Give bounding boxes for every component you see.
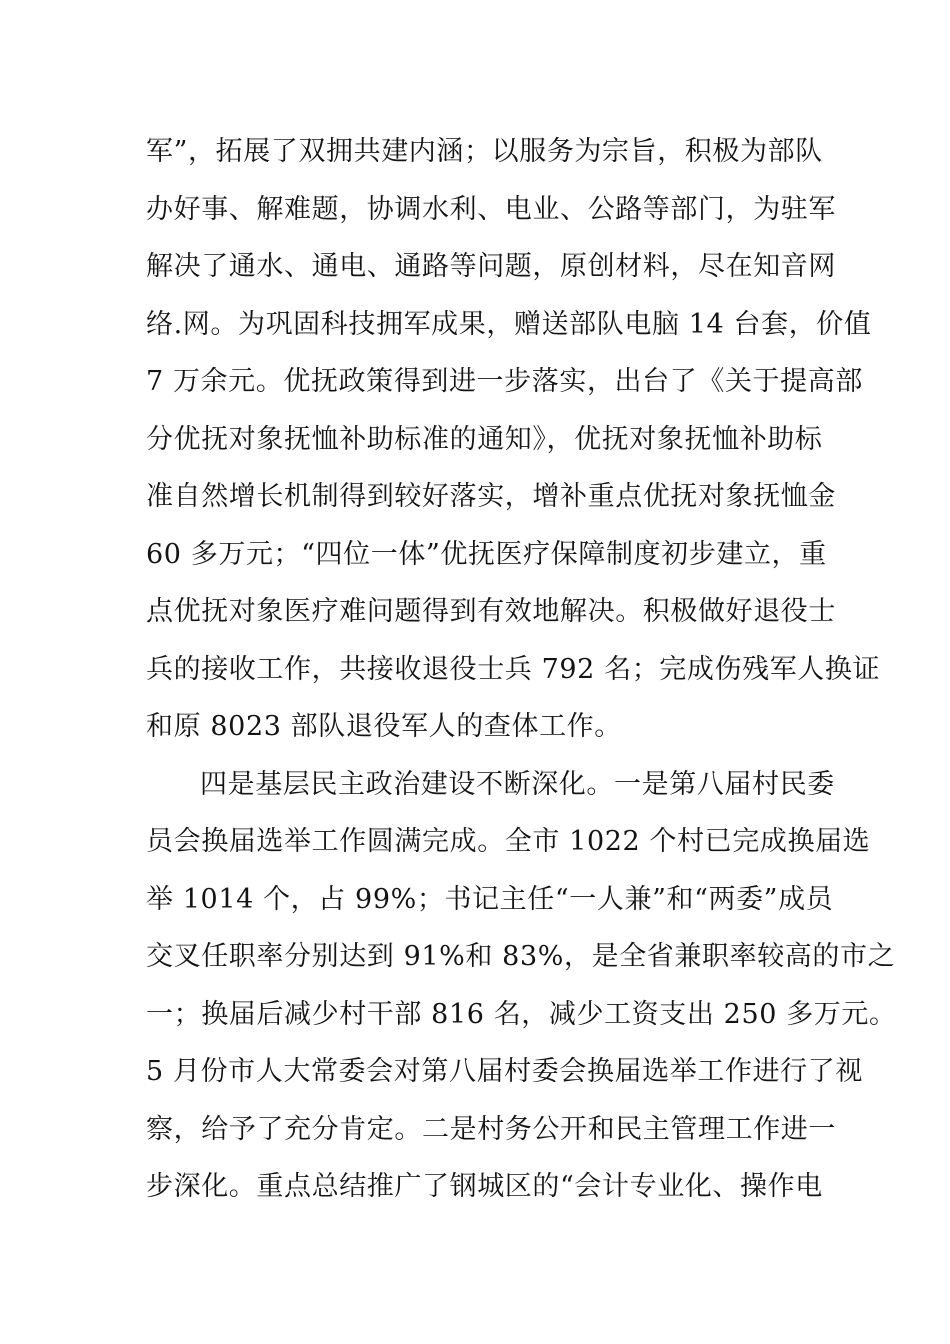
text-line-15: 交叉任职率分别达到 91%和 83%，是全省兼职率较高的市之	[146, 941, 896, 972]
text-line-5: 7 万余元。优抚政策得到进一步落实，出台了《关于提高部	[146, 366, 863, 397]
text-line-8: 60 多万元；“四位一体”优抚医疗保障制度初步建立，重	[146, 539, 827, 570]
text-line-14: 举 1014 个，占 99%；书记主任“一人兼”和“两委”成员	[146, 884, 834, 915]
text-line-10: 兵的接收工作，共接收退役士兵 792 名；完成伤残军人换证	[146, 654, 881, 685]
text-line-7: 准自然增长机制得到较好落实，增补重点优抚对象抚恤金	[146, 481, 836, 512]
text-line-2: 办好事、解难题，协调水利、电业、公路等部门，为驻军	[146, 194, 836, 225]
text-line-16: 一；换届后减少村干部 816 名，减少工资支出 250 多万元。	[146, 999, 897, 1030]
paragraph-start-line: 四是基层民主政治建设不断深化。一是第八届村民委	[200, 769, 835, 800]
text-line-19: 步深化。重点总结推广了钢城区的“会计专业化、操作电	[146, 1171, 823, 1202]
text-line-17: 5 月份市人大常委会对第八届村委会换届选举工作进行了视	[146, 1056, 863, 1087]
text-line-1: 军”，拓展了双拥共建内涵；以服务为宗旨，积极为部队	[146, 136, 823, 167]
text-line-3: 解决了通水、通电、通路等问题，原创材料，尽在知音网	[146, 251, 836, 282]
text-line-13: 员会换届选举工作圆满完成。全市 1022 个村已完成换届选	[146, 826, 871, 857]
text-line-4: 络.网。为巩固科技拥军成果，赠送部队电脑 14 台套，价值	[146, 309, 872, 340]
text-line-6: 分优抚对象抚恤补助标准的通知》，优抚对象抚恤补助标	[146, 424, 823, 455]
text-line-18: 察，给予了充分肯定。二是村务公开和民主管理工作进一	[146, 1114, 836, 1145]
text-line-9: 点优抚对象医疗难问题得到有效地解决。积极做好退役士	[146, 596, 836, 627]
text-line-11: 和原 8023 部队退役军人的查体工作。	[146, 711, 622, 742]
